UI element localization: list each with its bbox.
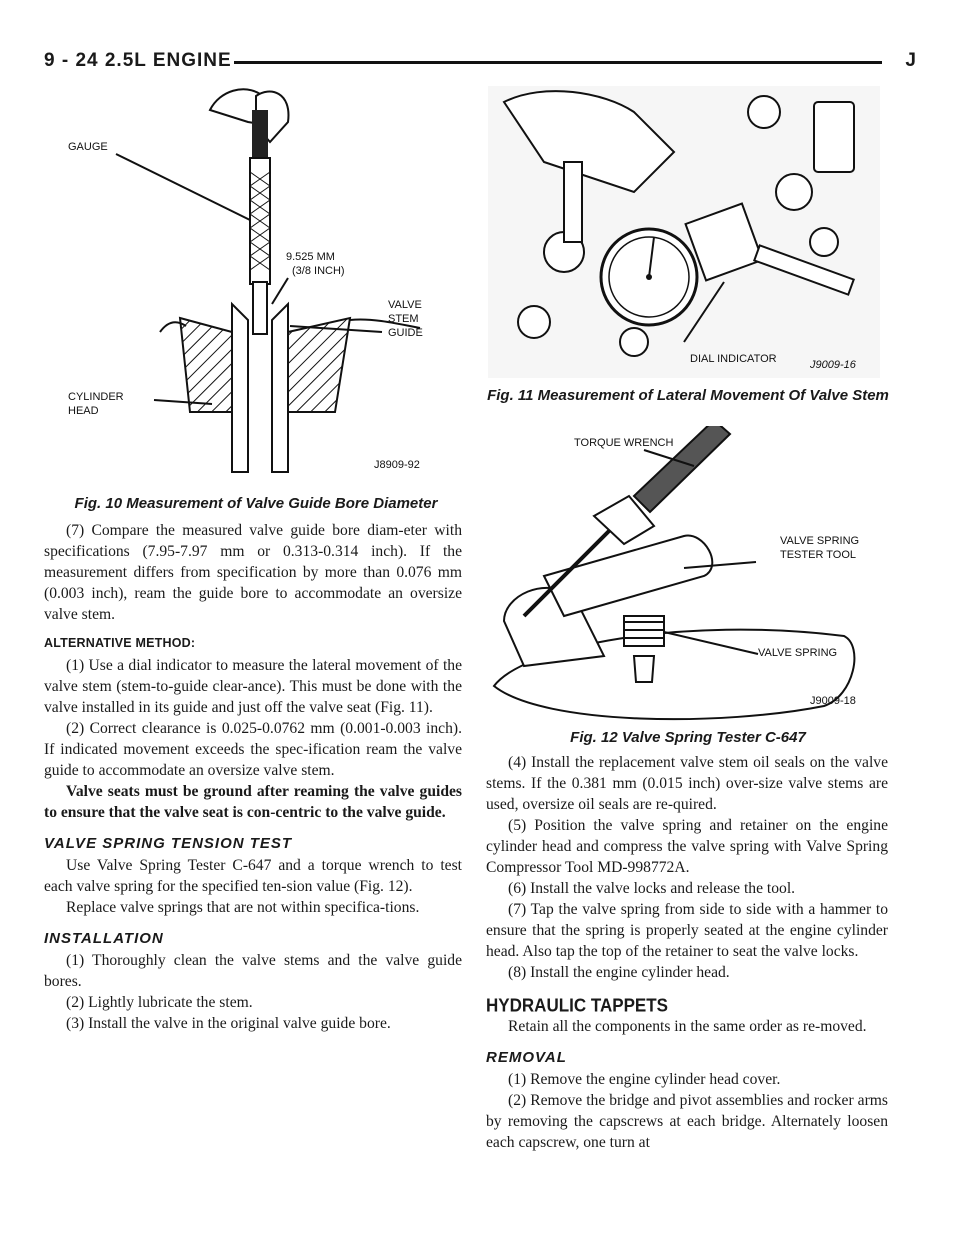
figure-12-caption: Fig. 12 Valve Spring Tester C-647	[570, 729, 806, 746]
paragraph: (7) Compare the measured valve guide bore diam-eter with specifications (7.95-7.97 mm or 0.313-0.314 inch). If the measurement differs from specification by more than 0.076 mm (0.003 inch), ream the guide bore to accommodate an oversize valve stem.	[44, 522, 462, 623]
header-rule	[234, 61, 882, 64]
paragraph: Replace valve springs that are not within specifica-tions.	[66, 899, 420, 916]
paragraph: (1) Use a dial indicator to measure the lateral movement of the valve stem (stem-to-guide clear-ance). This must be done with the valve installed in its guide and just off the valve seat (Fig. 11).	[44, 657, 462, 716]
valve-label-1: VALVE	[388, 299, 422, 311]
gauge-label: GAUGE	[68, 141, 108, 153]
right-text-column	[486, 752, 888, 1153]
paragraph: (2) Remove the bridge and pivot assemblies and rocker arms by removing the capscrews at each bridge. Alternately loosen each capscrew, one turn at	[486, 1092, 888, 1151]
paragraph: (1) Remove the engine cylinder head cover.	[508, 1071, 781, 1088]
section-heading-installation: INSTALLATION	[44, 930, 164, 947]
paragraph: (2) Correct clearance is 0.025-0.0762 mm (0.001-0.003 inch). If indicated movement exceeds the spec-ification ream the valve guide to accommodate an oversize valve stem.	[44, 720, 462, 779]
paragraph: (6) Install the valve locks and release the tool.	[508, 880, 796, 897]
header-letter: J	[905, 50, 916, 71]
paragraph: (7) Tap the valve spring from side to side with a hammer to ensure that the spring is properly seated at the engine cylinder head. Also tap the top of the retainer to seat the valve locks.	[486, 901, 888, 960]
fig10-code: J8909-92	[374, 459, 420, 471]
cylinder-label-1: CYLINDER	[68, 391, 124, 403]
page-number-title: 9 - 24 2.5L ENGINE	[44, 50, 232, 71]
valve-guide-gauge-drawing	[60, 82, 460, 490]
paragraph: (8) Install the engine cylinder head.	[508, 964, 730, 981]
paragraph: (1) Thoroughly clean the valve stems and the valve guide bores.	[44, 952, 462, 990]
section-heading-removal: REMOVAL	[486, 1049, 567, 1066]
left-text-column	[44, 520, 462, 1034]
figure-12-illustration	[484, 426, 884, 724]
figure-10-caption: Fig. 10 Measurement of Valve Guide Bore Diameter	[74, 495, 438, 512]
size-label-mm: 9.525 MM	[286, 251, 335, 263]
figure-11-illustration	[484, 82, 884, 382]
paragraph: (5) Position the valve spring and retainer on the engine cylinder head and compress the valve spring with Valve Spring Compressor Tool MD-998772A.	[486, 817, 888, 876]
valve-spring-label: VALVE SPRING	[758, 647, 838, 659]
page-header	[44, 46, 916, 76]
paragraph: Use Valve Spring Tester C-647 and a torque wrench to test each valve spring for the specified ten-sion value (Fig. 12).	[44, 857, 462, 895]
paragraph: (2) Lightly lubricate the stem.	[66, 994, 253, 1011]
paragraph: (3) Install the valve in the original valve guide bore.	[66, 1015, 391, 1032]
torque-wrench-label: TORQUE WRENCH	[574, 437, 674, 449]
valve-spring-tester-drawing	[484, 426, 884, 724]
section-heading-spring-test: VALVE SPRING TENSION TEST	[44, 835, 293, 852]
figure-11-caption: Fig. 11 Measurement of Lateral Movement Of Valve Stem	[487, 387, 889, 404]
figure-10-illustration	[60, 82, 460, 490]
section-heading-hydraulic-tappets: HYDRAULIC TAPPETS	[486, 995, 668, 1016]
section-heading-alternative: ALTERNATIVE METHOD:	[44, 636, 196, 650]
dial-indicator-drawing	[484, 82, 884, 382]
size-label-inch: (3/8 INCH)	[292, 265, 345, 277]
fig12-code: J9009-18	[810, 695, 856, 707]
paragraph: Retain all the components in the same order as re-moved.	[508, 1018, 867, 1035]
tester-label-1: VALVE SPRING	[780, 535, 860, 547]
valve-label-3: GUIDE	[388, 327, 423, 339]
dial-indicator-label: DIAL INDICATOR	[690, 353, 777, 365]
cylinder-label-2: HEAD	[68, 405, 99, 417]
paragraph: (4) Install the replacement valve stem oil seals on the valve stems. If the 0.381 mm (0.015 inch) over-size valve stems are used, oversize oil seals are re-quired.	[486, 754, 888, 813]
bold-note: Valve seats must be ground after reaming the valve guides to ensure that the valve seat is con-centric to the valve guide.	[44, 783, 462, 821]
valve-label-2: STEM	[388, 313, 419, 325]
tester-label-2: TESTER TOOL	[780, 549, 857, 561]
fig11-code: J9009-16	[810, 359, 856, 371]
